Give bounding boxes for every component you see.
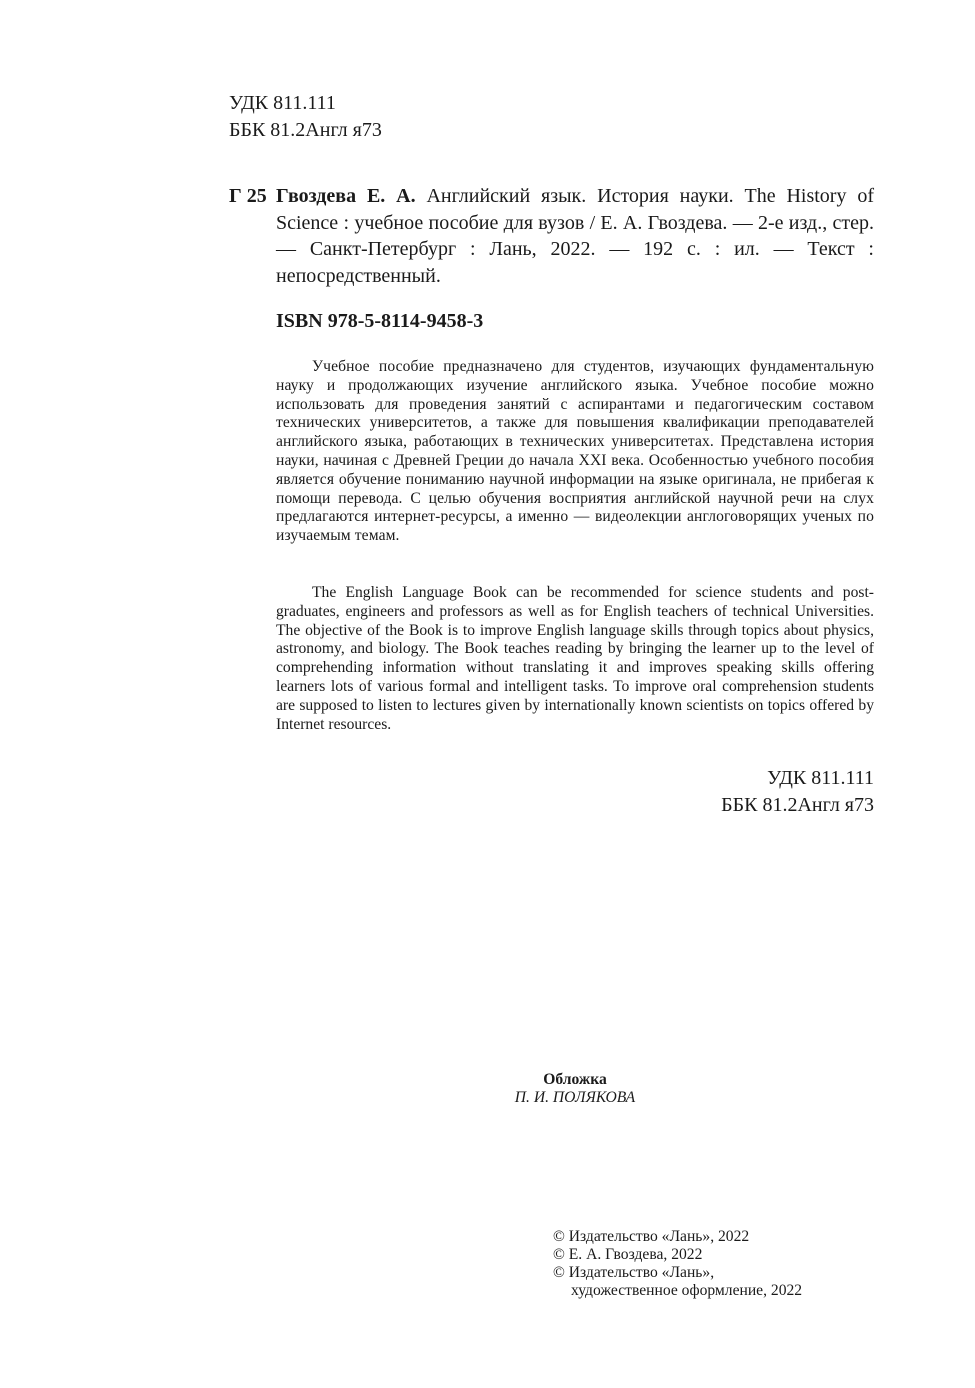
copyright-line: © Издательство «Лань», 2022 xyxy=(553,1228,750,1245)
copyright-block xyxy=(553,1228,802,1300)
bbk-code: ББК 81.2Англ я73 xyxy=(721,794,874,816)
record-author: Гвоздева Е. А. xyxy=(276,185,416,207)
copyright-line: © Е. А. Гвоздева, 2022 xyxy=(553,1246,703,1263)
cover-credit xyxy=(450,1071,700,1107)
bibliographic-record xyxy=(229,183,874,289)
copyright-line: художественное оформление, 2022 xyxy=(571,1282,803,1299)
isbn: ISBN 978-5-8114-9458-3 xyxy=(276,310,484,332)
abstract-english: The English Language Book can be recommended for science students and post-graduates, engineers and professors as well as for English teachers of technical Universities. The objective of the Book is to improve English language skills through topics about physics, astronomy, and biology. The Book teaches reading by bringing the learner up to the level of comprehending information without translating it and improves speaking skills offering learners lots of various formal and intelligent tasks. To improve oral comprehension students are supposed to listen to lectures given by internationally known scientists on topics offered by Internet resources. xyxy=(276,584,874,733)
record-text xyxy=(276,183,874,289)
copyright-line: © Издательство «Лань», xyxy=(553,1264,715,1281)
abstract-russian: Учебное пособие предназначено для студентов, изучающих фундаментальную науку и продолжающих изучение английского языка. Учебное пособие можно использовать для проведения занятий с аспирантами и педагогическим составом технических университетов, а также для повышения квалификации преподавателей английского языка, работающих в технических университетах. Представлена история науки, начиная с Древней Греции до начала XXI века. Особенностью учебного пособия является обучение пониманию научной информации на языке оригинала, не прибегая к помощи перевода. С целью обучения восприятия английской научной речи на слух предлагаются интернет-ресурсы, а именно — видеолекции англоговорящих ученых по изучаемым темам. xyxy=(276,358,874,545)
udk-code: УДК 811.111 xyxy=(229,92,336,114)
udk-code: УДК 811.111 xyxy=(767,767,874,789)
cover-designer: П. И. ПОЛЯКОВА xyxy=(514,1089,636,1106)
cover-label: Обложка xyxy=(543,1071,607,1088)
record-description: Английский язык. История науки. The History of Science : учебное пособие для вузов / Е. А. Гвоздева. — 2-е изд., стер. — Санкт-Петербург : Лань, 2022. — 192 с. : ил. — Текст : непосредственный. xyxy=(276,185,874,287)
author-mark: Г 25 xyxy=(229,185,267,207)
bbk-code: ББК 81.2Англ я73 xyxy=(229,119,382,141)
classification-codes-bottom xyxy=(721,765,874,819)
classification-codes-top xyxy=(229,90,382,144)
